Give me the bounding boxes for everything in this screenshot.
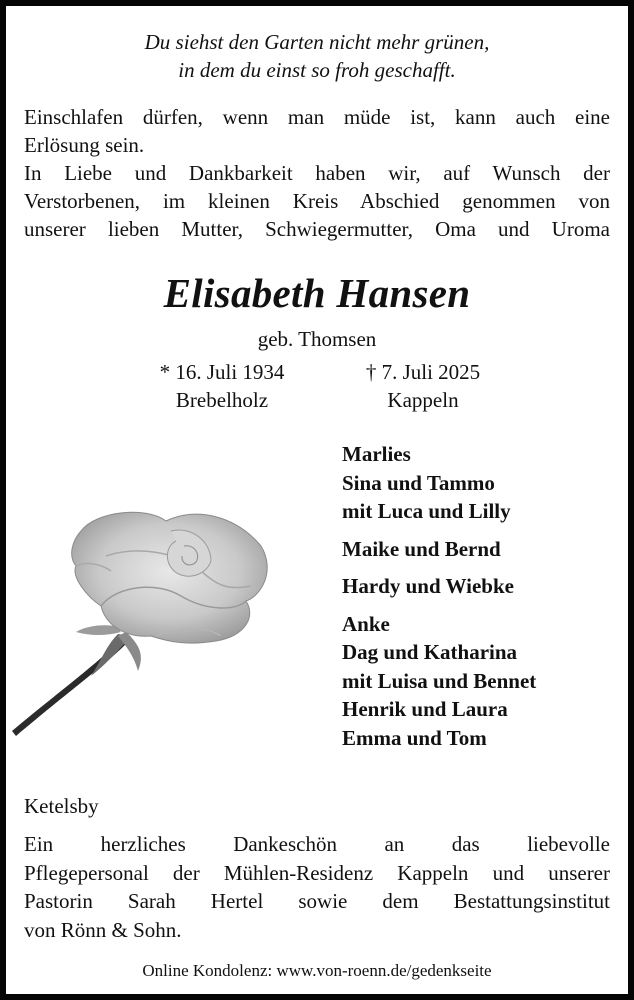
intro-line: Verstorbenen, im kleinen Kreis Abschied genommen von (24, 189, 610, 213)
birth-date: 16. Juli 1934 (175, 360, 285, 384)
rose-icon (6, 486, 286, 746)
death-date: 7. Juli 2025 (381, 360, 481, 384)
intro-line: Erlösung sein. (24, 133, 145, 157)
intro-line: In Liebe und Dankbarkeit haben wir, auf Wunsch der (24, 161, 610, 185)
intro-line: unserer lieben Mutter, Schwiegermutter, Oma und Uroma (24, 217, 610, 241)
family-group (342, 572, 536, 601)
family-member: Anke (342, 611, 390, 636)
death-place: Kappeln (387, 388, 459, 412)
maiden-name: geb. Thomsen (257, 327, 377, 351)
memorial-quote (6, 28, 628, 84)
birth-star-icon: * (159, 360, 171, 384)
family-member: Dag und Katharina (342, 640, 518, 664)
family-group (342, 440, 536, 526)
family-member: mit Luisa und Bennet (342, 668, 537, 693)
quote-line: Du siehst den Garten nicht mehr grünen, (144, 30, 490, 54)
family-list (342, 440, 536, 752)
family-member: mit Luca und Lilly (342, 499, 511, 523)
thanks-line: Pflegepersonal der Mühlen-Residenz Kappeln und unserer (24, 860, 610, 885)
birth-place: Brebelholz (175, 388, 269, 412)
thanks-line: Pastorin Sarah Hertel sowie dem Bestattungsinstitut (24, 889, 610, 913)
family-group (342, 610, 536, 753)
family-member: Emma und Tom (342, 725, 487, 750)
place-name: Ketelsby (24, 794, 99, 818)
quote-line: in dem du einst so froh geschafft. (178, 58, 456, 82)
birth-info (142, 358, 302, 414)
family-member: Maike und Bernd (342, 536, 501, 561)
family-member: Hardy und Wiebke (342, 574, 514, 598)
family-member: Sina und Tammo (342, 470, 495, 495)
death-info (338, 358, 508, 414)
thanks-text (24, 830, 610, 944)
deceased-name: Elisabeth Hansen (163, 270, 471, 316)
family-group (342, 535, 536, 564)
thanks-line: Ein herzliches Dankeschön an das liebevolle (24, 832, 610, 856)
intro-line: Einschlafen dürfen, wenn man müde ist, kann auch eine (24, 105, 610, 129)
family-member: Henrik und Laura (342, 697, 508, 721)
intro-text (24, 103, 610, 243)
online-condolence-link: Online Kondolenz: www.von-roenn.de/gedenkseite (142, 961, 492, 980)
cross-icon: † (365, 360, 377, 384)
thanks-line: von Rönn & Sohn. (24, 917, 182, 942)
family-member: Marlies (342, 442, 411, 466)
